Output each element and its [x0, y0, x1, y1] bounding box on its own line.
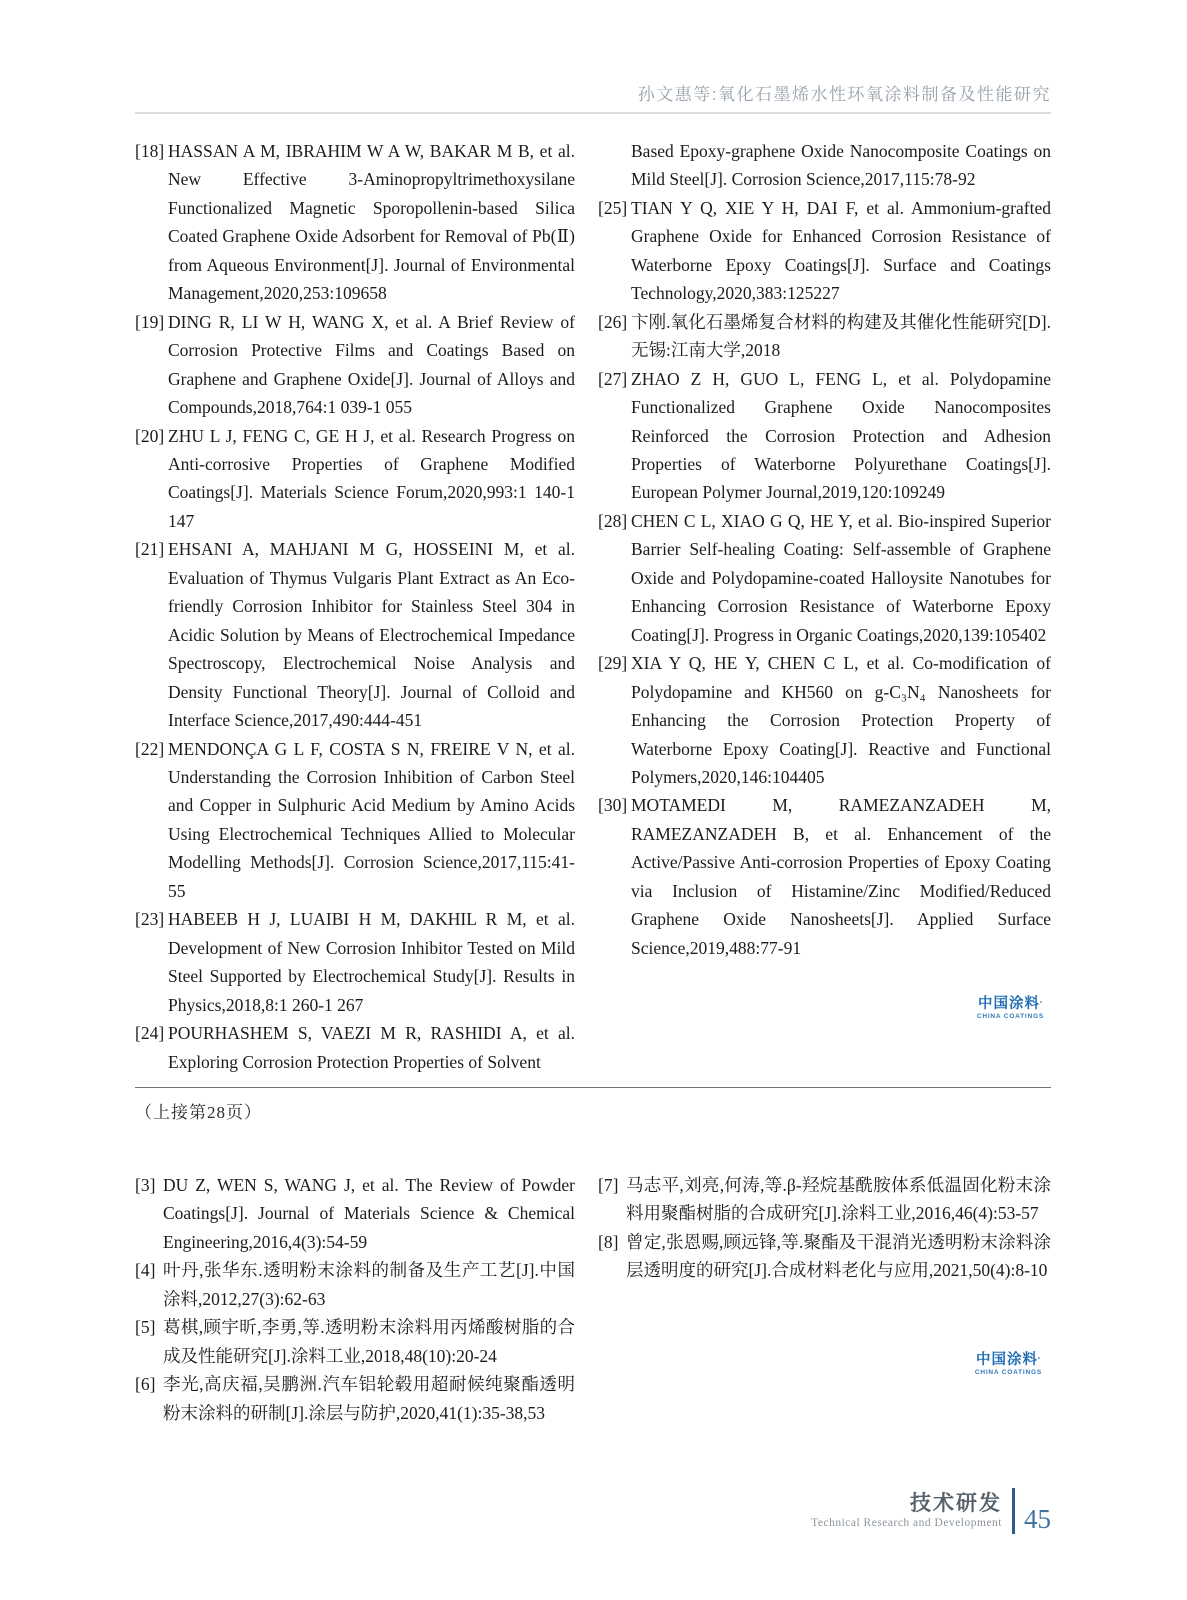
- reference-number: [8]: [598, 1231, 619, 1252]
- reference-number: [25]: [598, 197, 628, 218]
- running-header: [135, 80, 1051, 105]
- reference-text: POURHASHEM S, VAEZI M R, RASHIDI A, et al. Exploring Corrosion Protection Properties of Solvent: [168, 1023, 575, 1072]
- logo-chinese-text: 中国涂料 ': [977, 997, 1044, 1012]
- continuation-note: （上接第28页）: [135, 1103, 262, 1122]
- footer-section-title-chinese: 技术研发: [910, 1492, 1002, 1515]
- logo-english-text: CHINA COATINGS: [974, 1369, 1042, 1376]
- reference-text: 曾定,张恩赐,顾远锋,等.聚酯及干混消光透明粉末涂料涂层透明度的研究[J].合成材料老化与应用,2021,50(4):8-10: [626, 1231, 1051, 1281]
- china-coatings-logo: [975, 1353, 1042, 1377]
- reference-text: 叶丹,张华东.透明粉末涂料的制备及生产工艺[J].中国涂料,2012,27(3):62-63: [163, 1260, 575, 1309]
- references-section-top: [135, 137, 1051, 1076]
- reference-text: TIAN Y Q, XIE Y H, DAI F, et al. Ammonium-grafted Graphene Oxide for Enhanced Corrosion Resistance of Waterborne Epoxy Coatings[J]. Surface and Coatings Technology,2020,383:125227: [631, 197, 1051, 304]
- logo-chinese-text: 中国涂料 ': [975, 1353, 1042, 1368]
- reference-number: [29]: [598, 653, 628, 674]
- logo-english-text: CHINA COATINGS: [976, 1013, 1044, 1020]
- reference-number: [24]: [135, 1023, 165, 1044]
- reference-item: [135, 1019, 575, 1076]
- reference-text: MENDONÇA G L F, COSTA S N, FREIRE V N, et al. Understanding the Corrosion Inhibition of Carbon Steel and Copper in Sulphuric Acid Medium by Amino Acids Using Electrochemical Techniques Allied to Molecular Modelling Methods[J]. Corrosion Science,2017,115:41-55: [168, 738, 575, 901]
- reference-item: [135, 535, 575, 734]
- reference-text: CHEN C L, XIAO G Q, HE Y, et al. Bio-inspired Superior Barrier Self-healing Coating: Self-assemble of Graphene Oxide and Polydopamine-coated Halloysite Nanotubes for Enhancing Corrosion Resistance of Waterborne Epoxy Coating[J]. Progress in Organic Coatings,2020,139:105402: [631, 510, 1051, 645]
- reference-item: [135, 308, 575, 422]
- reference-number: [18]: [135, 141, 165, 161]
- reference-text: ZHAO Z H, GUO L, FENG L, et al. Polydopamine Functionalized Graphene Oxide Nanocomposites Reinforced the Corrosion Protection and Adhesion Properties of Waterborne Polyurethane Coatings[J]. European Polymer Journal,2019,120:109249: [631, 368, 1051, 503]
- reference-text: DING R, LI W H, WANG X, et al. A Brief Review of Corrosion Protective Films and Coatings Based on Graphene and Graphene Oxide[J]. Journal of Alloys and Compounds,2018,764:1 039-1 055: [168, 311, 575, 418]
- reference-number: [20]: [135, 425, 165, 446]
- reference-number: [19]: [135, 311, 165, 332]
- reference-item: [135, 422, 575, 536]
- reference-item: [135, 137, 575, 308]
- reference-text: HABEEB H J, LUAIBI H M, DAKHIL R M, et al. Development of New Corrosion Inhibitor Tested on Mild Steel Supported by Electrochemical Study[J]. Results in Physics,2018,8:1 260-1 267: [168, 909, 575, 1015]
- reference-item: [598, 507, 1051, 649]
- reference-item: [135, 735, 575, 906]
- reference-number: [27]: [598, 368, 628, 389]
- reference-text: 葛棋,顾宇昕,李勇,等.透明粉末涂料用丙烯酸树脂的合成及性能研究[J].涂料工业,2018,48(10):20-24: [163, 1317, 575, 1366]
- running-title: 孙文惠等:氧化石墨烯水性环氧涂料制备及性能研究: [637, 85, 1051, 104]
- reference-number: [28]: [598, 510, 628, 531]
- references-top-right-column: [598, 137, 1051, 1076]
- references-bottom-right-column: [598, 1171, 1051, 1427]
- reference-text: HASSAN A M, IBRAHIM W A W, BAKAR M B, et al. New Effective 3-Aminopropyltrimethoxysilane Functionalized Magnetic Sporopollenin-based Silica Coated Graphene Oxide Adsorbent for Removal of Pb(Ⅱ) from Aqueous Environment[J]. Journal of Environmental Management,2020,253:109658: [168, 141, 575, 304]
- reference-number: [21]: [135, 539, 165, 560]
- reference-text: 李光,高庆福,吴鹏洲.汽车铝轮毂用超耐候纯聚酯透明粉末涂料的研制[J].涂层与防护,2020,41(1):35-38,53: [163, 1374, 575, 1423]
- reference-text: 马志平,刘亮,何涛,等.β-羟烷基酰胺体系低温固化粉末涂料用聚酯树脂的合成研究[J].涂料工业,2016,46(4):53-57: [626, 1175, 1051, 1224]
- footer-divider-bar: [1012, 1488, 1015, 1534]
- reference-item: [598, 649, 1051, 791]
- reference-number: [3]: [135, 1175, 156, 1195]
- reference-item: [598, 308, 1051, 365]
- reference-item: [135, 1256, 575, 1313]
- reference-number: [7]: [598, 1175, 619, 1195]
- reference-item: [598, 194, 1051, 308]
- reference-text: ZHU L J, FENG C, GE H J, et al. Research Progress on Anti-corrosive Properties of Graphene Modified Coatings[J]. Materials Science Forum,2020,993:1 140-1 147: [168, 425, 575, 531]
- reference-item: [135, 1171, 575, 1256]
- references-section-bottom: [135, 1171, 1051, 1427]
- reference-text: XIA Y Q, HE Y, CHEN C L, et al. Co-modification of Polydopamine and KH560 on g-C₃N₄ Nanosheets for Enhancing the Corrosion Protection Property of Waterborne Epoxy Coating[J]. Reactive and Functional Polymers,2020,146:104405: [631, 653, 1051, 787]
- reference-number: [26]: [598, 311, 628, 332]
- reference-item: [598, 791, 1051, 962]
- page-number: 45: [1024, 1504, 1051, 1534]
- reference-text: EHSANI A, MAHJANI M G, HOSSEINI M, et al. Evaluation of Thymus Vulgaris Plant Extract as An Eco-friendly Corrosion Inhibitor for Stainless Steel 304 in Acidic Solution by Means of Electrochemical Impedance Spectroscopy, Electrochemical Noise Analysis and Density Functional Theory[J]. Journal of Colloid and Interface Science,2017,490:444-451: [168, 539, 575, 731]
- reference-number: [23]: [135, 909, 165, 930]
- reference-text: Based Epoxy-graphene Oxide Nanocomposite Coatings on Mild Steel[J]. Corrosion Science,2017,115:78-92: [631, 141, 1051, 190]
- reference-number: [5]: [135, 1317, 156, 1338]
- reference-text: MOTAMEDI M, RAMEZANZADEH M, RAMEZANZADEH B, et al. Enhancement of the Active/Passive Anti-corrosion Properties of Epoxy Coating via Inclusion of Histamine/Zinc Modified/Reduced Graphene Oxide Nanosheets[J]. Applied Surface Science,2019,488:77-91: [631, 795, 1051, 958]
- footer-section-title-english: Technical Research and Development: [811, 1517, 1002, 1529]
- reference-text: DU Z, WEN S, WANG J, et al. The Review of Powder Coatings[J]. Journal of Materials Science & Chemical Engineering,2016,4(3):54-59: [163, 1175, 575, 1252]
- reference-item: [135, 1313, 575, 1370]
- reference-number: [6]: [135, 1374, 156, 1395]
- reference-number: [22]: [135, 738, 165, 759]
- reference-number: [30]: [598, 795, 628, 816]
- reference-item: [135, 905, 575, 1019]
- page-footer: [811, 1488, 1051, 1534]
- header-rule: [135, 112, 1051, 114]
- section-divider-rule: [135, 1087, 1051, 1088]
- reference-text: 卞刚.氧化石墨烯复合材料的构建及其催化性能研究[D].无锡:江南大学,2018: [631, 311, 1051, 361]
- reference-item: [598, 1171, 1051, 1228]
- reference-item: [598, 137, 1051, 194]
- china-coatings-logo: [977, 997, 1044, 1021]
- reference-item: [598, 365, 1051, 507]
- reference-item: [135, 1370, 575, 1427]
- references-top-left-column: [135, 137, 575, 1076]
- reference-number: [4]: [135, 1260, 156, 1281]
- footer-section-title: [811, 1491, 1002, 1531]
- reference-item: [598, 1228, 1051, 1285]
- references-bottom-left-column: [135, 1171, 575, 1427]
